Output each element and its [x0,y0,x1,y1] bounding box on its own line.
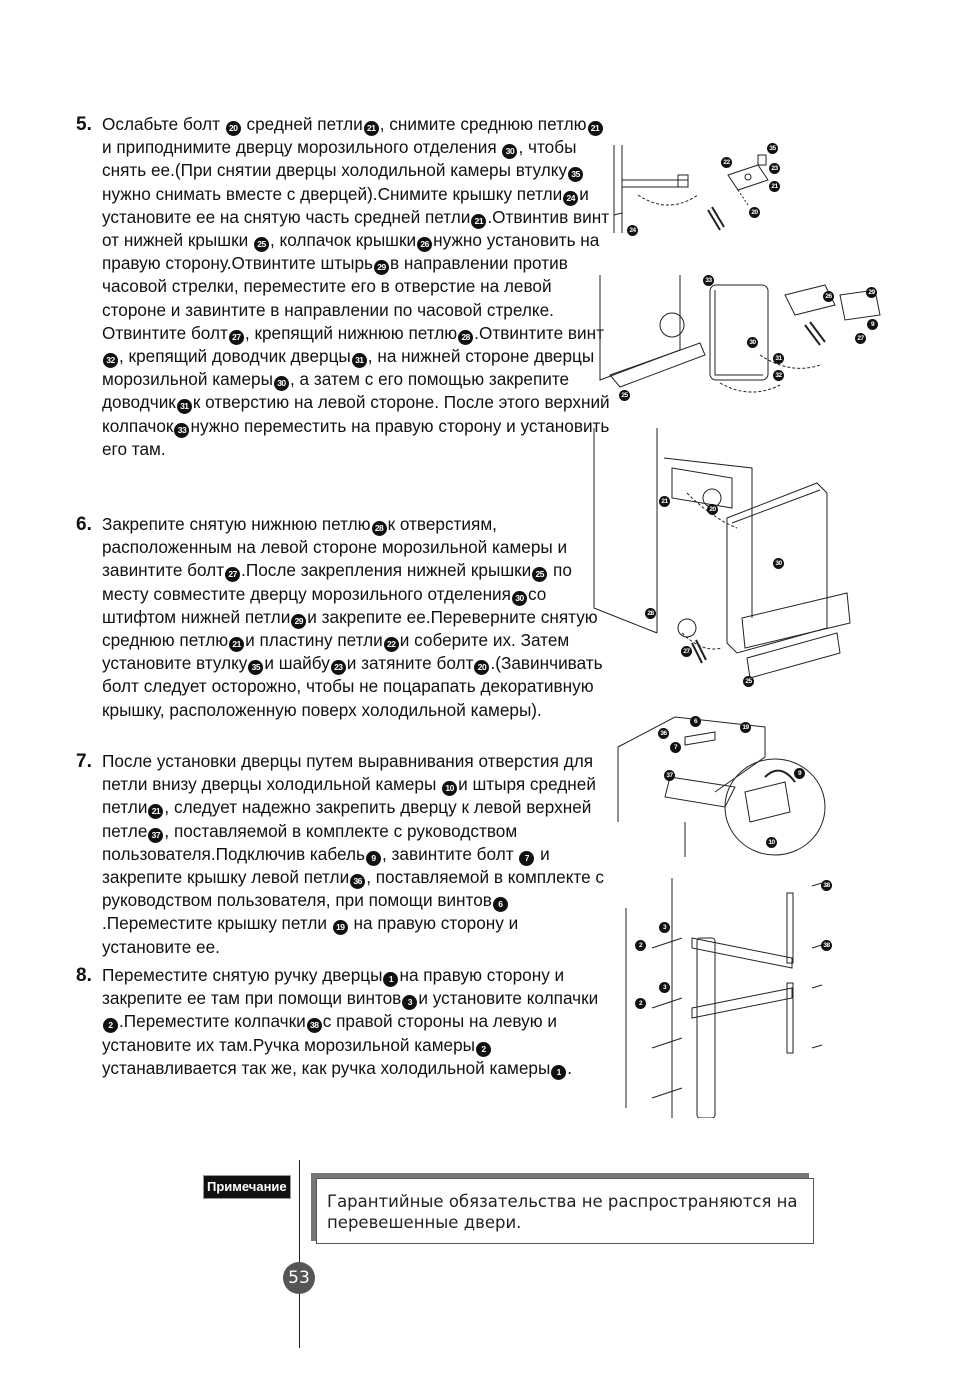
callout-number: 35 [767,143,778,154]
callout-number: 20 [749,207,760,218]
step-number: 8. [76,965,92,986]
callout-number: 33 [703,275,714,286]
callout-number: 22 [721,157,732,168]
step-number: 5. [76,114,92,135]
callout-number: 3 [659,982,670,993]
callout-number: 2 [635,940,646,951]
callout-number: 9 [867,319,878,330]
callout-number: 25 [743,676,754,687]
callout-number: 2 [635,998,646,1009]
callout-number: 10 [766,837,777,848]
callout-number: 21 [769,181,780,192]
callout-number: 29 [866,287,877,298]
callout-number: 7 [670,742,681,753]
step-number: 6. [76,514,92,535]
note-box [316,1178,814,1244]
callout-number: 21 [659,496,670,507]
note-label: Примечание [203,1175,291,1199]
callout-number: 24 [627,225,638,236]
callout-number: 30 [747,337,758,348]
figure-top-hinge-cable [615,712,830,872]
page-number: 53 [283,1262,315,1294]
note-text: Гарантийные обязательства не распространяются на перевешенные двери. [327,1192,798,1232]
callout-number: 27 [681,646,692,657]
figure-lower-hinge [590,275,890,405]
callout-number: 36 [658,728,669,739]
callout-number: 38 [821,940,832,951]
divider-line [299,1160,300,1348]
figure-middle-hinge [608,135,798,240]
callout-number: 25 [619,390,630,401]
callout-number: 20 [707,504,718,515]
callout-number: 37 [664,770,675,781]
step-number: 7. [76,751,92,772]
figure-freezer-door [592,428,857,693]
step-text: После установки дверцы путем выравнивания отверстия для петли внизу дверцы холодильной камеры 10 и штыря средней петли 21 , следует надежно закрепить дверцу к левой верхней петле 37 , поставляемой в комплекте с руководством пользователя.Подключив кабель 9 , завинтите болт 7 и закрепите крышку левой петли 36 , поставляемой в комплекте с руководством пользователя, при помощи винтов 6.Переместите крышку петли 19 на правую сторону и установите ее. [102,751,605,957]
callout-number: 32 [773,370,784,381]
callout-number: 23 [769,163,780,174]
step-text: Закрепите снятую нижнюю петлю 28 к отверстиям, расположенным на левой стороне морозильной камеры и завинтите болт 27 .После закрепления нижней крышки 25 по месту совместите дверцу морозильного отделения 30 со штифтом нижней петли 29 и закрепите ее.Переверните снятую среднюю петлю 21 и пластину петли 22 и соберите их. Затем установите втулку 35 и шайбу 23 и затяните болт 20 .(Завинчивать болт следует осторожно, чтобы не поцарапать декоративную крышку, расположенную поверх холодильной камеры). [102,514,603,720]
callout-number: 19 [740,722,751,733]
callout-number: 30 [773,558,784,569]
step-text: Ослабьте болт 20 средней петли 21 , снимите среднюю петлю 21и приподнимите дверцу морозильного отделения 30 , чтобы снять ее.(При снятии дверцы холодильной камеры втулку 35нужно снимать вместе с дверцей).Снимите крышку петли 24 и установите ее на снятую часть средней петли 21 .Отвинтив винт от нижней крышки 25 , колпачок крышки 26 нужно установить на правую сторону.Отвинтите штырь 29 в направлении против часовой стрелки, переместите его в отверстие на левой стороне и завинтите в направлении по часовой стрелке. Отвинтите болт 27 , крепящий нижнюю петлю 28 .Отвинтите винт32 , крепящий доводчик дверцы 31 , на нижней стороне дверцы морозильной камеры 30 , а затем с его помощью закрепите доводчик 31 к отверстию на левой стороне. После этого верхний колпачок 33 нужно переместить на правую сторону и установить его там. [102,114,610,459]
callout-number: 6 [690,716,701,727]
callout-number: 3 [659,922,670,933]
callout-number: 26 [823,291,834,302]
callout-number: 38 [821,880,832,891]
callout-number: 31 [773,353,784,364]
callout-number: 28 [645,608,656,619]
callout-number: 27 [855,333,866,344]
figure-handles [622,878,842,1118]
step-text: Переместите снятую ручку дверцы 1 на правую сторону и закрепите ее там при помощи винтов 3 и установите колпачки2 .Переместите колпачки 38 с правой стороны на левую и установите их там.Ручка морозильной камеры 2устанавливается так же, как ручка холодильной камеры 1 . [102,965,599,1078]
callout-number: 9 [794,768,805,779]
